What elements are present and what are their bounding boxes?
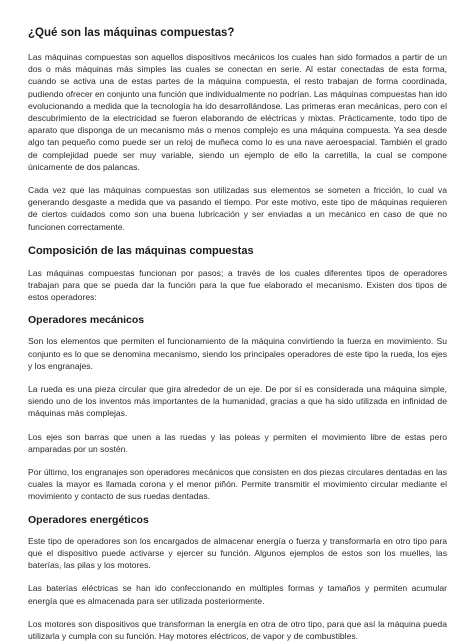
page-title: ¿Qué son las máquinas compuestas? [28,27,235,39]
intro-paragraph-1: Las máquinas compuestas son aquellos dispositivos mecánicos los cuales han sido formados a partir de un dos o más máquinas más simples las cuales se conectan en serie. Al estar conectadas de esta forma, cuando se activa una de estas partes de la máquina compuesta, el resto trabajan de forma coordinada, pudiendo ofrecer en conjunto una función que individualmente no podrían. Las máquinas compuestas han ido evolucionando a medida que la tecnología ha ido desarrollándose. Las primeras eran mecánicas, pero con el descubrimiento de la electricidad se fueron elaborando de eléctricas y mixtas. Prácticamente, todo tipo de aparato que disponga de un mecanismo más o menos complejo es una máquina compuesta. Ya sea desde algo tan pequeño como puede ser un reloj de muñeca como lo es una nave aeroespacial. También el grado de complejidad puede ser muy variable, siendo un ejemplo de ello la carretilla, la cual se compone únicamente de dos palancas. [28,52,447,172]
mechanical-operators-heading: Operadores mecánicos [28,314,145,327]
mechanical-paragraph-2: La rueda es una pieza circular que gira alrededor de un eje. De por sí es considerada una máquina simple, siendo uno de los inventos más importantes de la humanidad, gracias a que ha sido utilizada en infinidad de máquinas más complejas. [28,384,447,419]
mechanical-paragraph-3: Los ejes son barras que unen a las ruedas y las poleas y permiten el movimiento libre de estas pero amparadas por un sostén. [28,431,447,454]
mechanical-paragraph-1: Son los elementos que permiten el funcionamiento de la máquina convirtiendo la fuerza en movimiento. Su conjunto es lo que se denomina mecanismo, siendo los principales operadores de este tipo la rueda, los ejes y los engranajes. [28,336,447,371]
mechanical-paragraph-4: Por último, los engranajes son operadores mecánicos que consisten en dos piezas circulares dentadas en las cuales la mayor es llamada corona y el menor piñón. Permite transmitir el movimiento circular mediante el movimiento y contacto de sus ruedas dentadas. [28,467,447,502]
energy-paragraph-3: Los motores son dispositivos que transforman la energía en otra de otro tipo, para que así la máquina pueda utilizarla y cumpla con su función. Hay motores eléctricos, de vapor y de combustibles. [28,618,447,641]
energy-operators-heading: Operadores energéticos [28,513,149,526]
energy-paragraph-2: Las baterías eléctricas se han ido confeccionando en múltiples formas y tamaños y permiten acumular energía que es almacenada para ser utilizada posteriormente. [28,583,447,606]
composition-paragraph: Las máquinas compuestas funcionan por pasos; a través de los cuales diferentes tipos de operadores trabajan para que se pueda dar la función para la que fue elaborado el mecanismo. Existen dos tipos de estos operadores: [28,267,447,303]
composition-heading: Composición de las máquinas compuestas [28,244,254,257]
intro-paragraph-2: Cada vez que las máquinas compuestas son utilizadas sus elementos se someten a fricción, lo cual va generando desgaste a medida que va pasando el tiempo. Por este motivo, este tipo de máquinas requieren de ciertos cuidados como son una buena lubricación y ser enviadas a un mecánico en caso de que no funcionen correctamente. [28,185,447,232]
energy-paragraph-1: Este tipo de operadores son los encargados de almacenar energía o fuerza y transformarla en otro tipo para que el dispositivo puede activarse y ejercer su función. Algunos ejemplos de estos son los muelles, las baterías, las pilas y los motores. [28,535,447,571]
